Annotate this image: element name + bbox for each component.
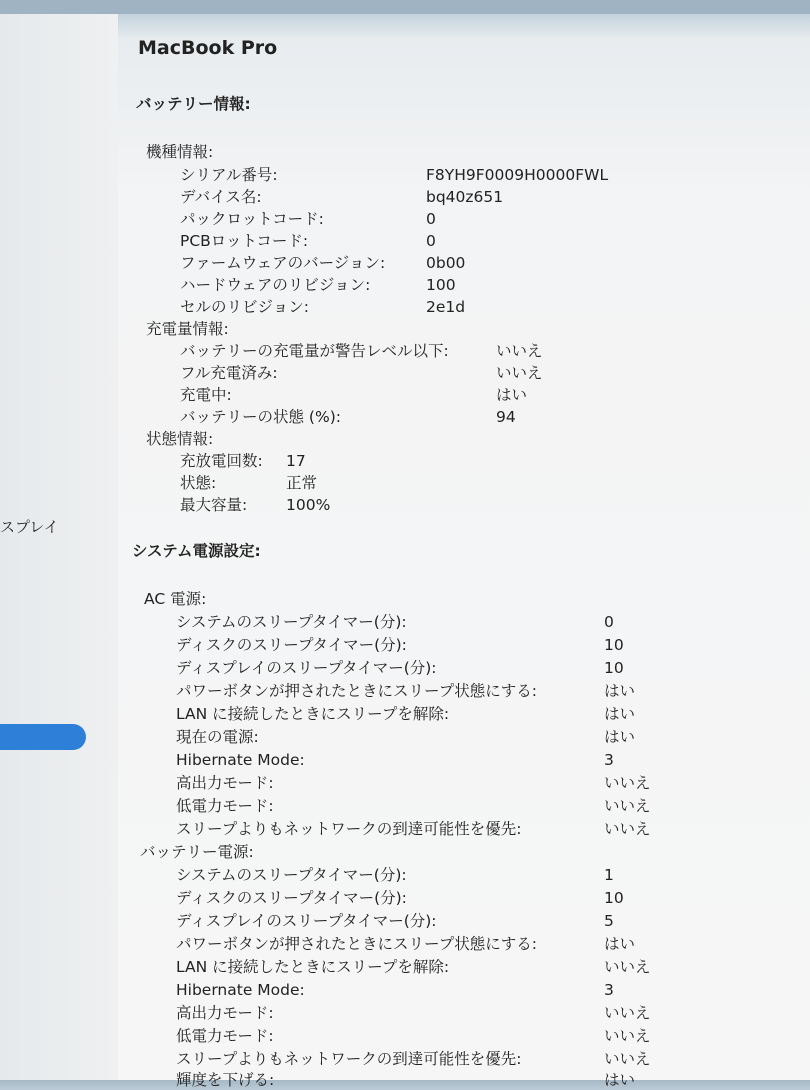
model-label-pack-lot: パックロットコード: bbox=[180, 210, 324, 228]
window-top-edge bbox=[0, 0, 810, 14]
charge-label-warning: バッテリーの充電量が警告レベル以下: bbox=[180, 342, 449, 360]
charge-info-heading: 充電量情報: bbox=[146, 320, 229, 338]
ac-label-disk-sleep: ディスクのスリープタイマー(分): bbox=[176, 636, 407, 654]
health-label-cycles: 充放電回数: bbox=[180, 452, 263, 470]
ac-label-low-power: 低電力モード: bbox=[176, 797, 274, 815]
batt-value-disk-sleep: 10 bbox=[604, 889, 624, 907]
ac-label-display-sleep: ディスプレイのスリープタイマー(分): bbox=[176, 659, 437, 677]
charge-value-state: 94 bbox=[496, 408, 516, 426]
charge-value-full: いいえ bbox=[496, 364, 543, 382]
health-label-capacity: 最大容量: bbox=[180, 496, 248, 514]
battery-info-heading: バッテリー情報: bbox=[136, 95, 251, 113]
batt-label-disk-sleep: ディスクのスリープタイマー(分): bbox=[176, 889, 407, 907]
batt-label-display-sleep: ディスプレイのスリープタイマー(分): bbox=[176, 912, 437, 930]
ac-value-display-sleep: 10 bbox=[604, 659, 624, 677]
model-value-cell: 2e1d bbox=[426, 298, 466, 316]
ac-label-power-button: パワーボタンが押されたときにスリープ状態にする: bbox=[176, 682, 537, 700]
model-label-cell: セルのリビジョン: bbox=[180, 298, 309, 316]
health-value-condition: 正常 bbox=[286, 474, 318, 492]
ac-label-current-source: 現在の電源: bbox=[176, 728, 259, 746]
batt-value-display-sleep: 5 bbox=[604, 912, 614, 930]
ac-label-high-power: 高出力モード: bbox=[176, 774, 274, 792]
charge-label-full: フル充電済み: bbox=[180, 364, 278, 382]
health-value-cycles: 17 bbox=[286, 452, 306, 470]
model-value-pcb-lot: 0 bbox=[426, 232, 436, 250]
ac-label-network-priority: スリープよりもネットワークの到達可能性を優先: bbox=[176, 820, 522, 838]
model-value-device: bq40z651 bbox=[426, 188, 504, 206]
model-value-pack-lot: 0 bbox=[426, 210, 436, 228]
charge-value-charging: はい bbox=[496, 386, 528, 404]
batt-value-low-power: いいえ bbox=[604, 1027, 651, 1045]
ac-value-system-sleep: 0 bbox=[604, 613, 614, 631]
ac-label-system-sleep: システムのスリープタイマー(分): bbox=[176, 613, 407, 631]
ac-value-network-priority: いいえ bbox=[604, 820, 651, 838]
health-info-heading: 状態情報: bbox=[146, 430, 214, 448]
batt-value-high-power: いいえ bbox=[604, 1004, 651, 1022]
batt-value-dim-display: はい bbox=[604, 1071, 636, 1089]
health-label-condition: 状態: bbox=[180, 474, 217, 492]
batt-label-power-button: パワーボタンが押されたときにスリープ状態にする: bbox=[176, 935, 537, 953]
system-report-content bbox=[118, 14, 810, 1089]
model-value-hardware: 100 bbox=[426, 276, 456, 294]
batt-value-wake-lan: いいえ bbox=[604, 958, 651, 976]
batt-label-hibernate: Hibernate Mode: bbox=[176, 981, 305, 999]
ac-value-wake-lan: はい bbox=[604, 705, 636, 723]
power-settings-heading: システム電源設定: bbox=[132, 542, 261, 560]
batt-value-hibernate: 3 bbox=[604, 981, 614, 999]
sidebar bbox=[0, 14, 118, 1080]
ac-power-heading: AC 電源: bbox=[144, 590, 207, 608]
battery-power-heading: バッテリー電源: bbox=[140, 843, 254, 861]
batt-label-wake-lan: LAN に接続したときにスリープを解除: bbox=[176, 958, 450, 976]
sidebar-item-display[interactable]: スプレイ bbox=[0, 518, 59, 536]
ac-value-hibernate: 3 bbox=[604, 751, 614, 769]
page-title: MacBook Pro bbox=[138, 37, 278, 59]
ac-value-current-source: はい bbox=[604, 728, 636, 746]
model-label-pcb-lot: PCBロットコード: bbox=[180, 232, 309, 250]
health-value-capacity: 100% bbox=[286, 496, 331, 514]
model-label-serial: シリアル番号: bbox=[180, 166, 278, 184]
batt-label-network-priority: スリープよりもネットワークの到達可能性を優先: bbox=[176, 1050, 522, 1068]
ac-value-high-power: いいえ bbox=[604, 774, 651, 792]
batt-label-dim-display: 輝度を下げる: bbox=[176, 1071, 275, 1089]
sidebar-selected-item[interactable] bbox=[0, 724, 86, 750]
batt-label-high-power: 高出力モード: bbox=[176, 1004, 274, 1022]
model-info-heading: 機種情報: bbox=[146, 143, 214, 161]
model-label-device: デバイス名: bbox=[180, 188, 262, 206]
charge-label-charging: 充電中: bbox=[180, 386, 232, 404]
batt-value-power-button: はい bbox=[604, 935, 636, 953]
model-label-firmware: ファームウェアのバージョン: bbox=[180, 254, 386, 272]
ac-label-hibernate: Hibernate Mode: bbox=[176, 751, 305, 769]
model-value-serial: F8YH9F0009H0000FWL bbox=[426, 166, 609, 184]
charge-label-state: バッテリーの状態 (%): bbox=[180, 408, 341, 426]
ac-label-wake-lan: LAN に接続したときにスリープを解除: bbox=[176, 705, 450, 723]
batt-label-low-power: 低電力モード: bbox=[176, 1027, 274, 1045]
batt-label-system-sleep: システムのスリープタイマー(分): bbox=[176, 866, 407, 884]
batt-value-system-sleep: 1 bbox=[604, 866, 614, 884]
model-label-hardware: ハードウェアのリビジョン: bbox=[180, 276, 371, 294]
charge-value-warning: いいえ bbox=[496, 342, 543, 360]
batt-value-network-priority: いいえ bbox=[604, 1050, 651, 1068]
ac-value-low-power: いいえ bbox=[604, 797, 651, 815]
model-value-firmware: 0b00 bbox=[426, 254, 466, 272]
ac-value-disk-sleep: 10 bbox=[604, 636, 624, 654]
ac-value-power-button: はい bbox=[604, 682, 636, 700]
